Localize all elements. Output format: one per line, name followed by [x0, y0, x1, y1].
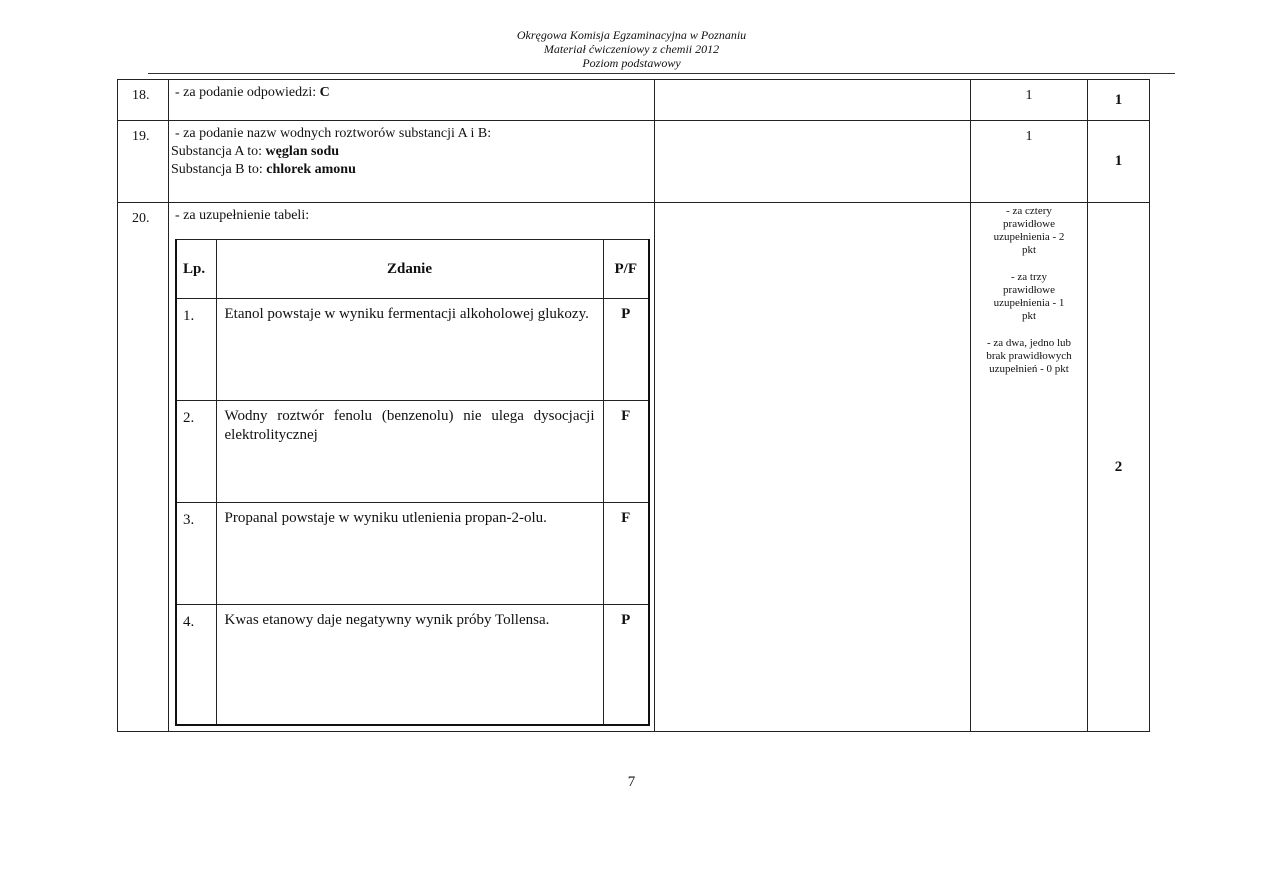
substance-a-answer: węglan sodu [265, 144, 340, 159]
criterion-item: - za dwa, jedno lub brak prawidłowych uzupełnień - 0 pkt [986, 337, 1072, 375]
page-number: 7 [627, 774, 636, 790]
row-number: 4. [176, 605, 216, 725]
task-max-points: 2 [1088, 203, 1150, 732]
task-number: 20. [118, 203, 169, 732]
task-description-text: - za podanie odpowiedzi: [175, 85, 320, 100]
task-row-19 [118, 121, 1150, 203]
task-answer: C [319, 85, 330, 100]
statement: Wodny roztwór fenolu (benzenolu) nie ulega dysocjacji elektrolitycznej [216, 401, 603, 503]
substance-b-answer: chlorek amonu [266, 162, 356, 177]
column-header-zdanie: Zdanie [216, 240, 603, 299]
true-false-table [175, 239, 650, 726]
task-points: 1 [971, 121, 1088, 203]
header-line-3: Poziom podstawowy [582, 56, 681, 70]
statement: Etanol powstaje w wyniku fermentacji alkoholowej glukozy. [216, 299, 603, 401]
task-number: 18. [118, 80, 169, 121]
true-false-answer: P [603, 605, 649, 725]
task-max-points: 1 [1088, 80, 1150, 121]
task-description [169, 80, 655, 121]
task-description-text: - za uzupełnienie tabeli: [175, 208, 310, 223]
table-row [176, 605, 649, 725]
column-header-pf: P/F [603, 240, 649, 299]
notes-cell [655, 121, 971, 203]
true-false-header-row [176, 240, 649, 299]
page-header [0, 28, 1263, 70]
header-line-2: Materiał ćwiczeniowy z chemii 2012 [543, 42, 720, 56]
task-description [169, 203, 655, 732]
task-description-text: - za podanie nazw wodnych roztworów substancji A i B: [175, 126, 492, 141]
true-false-answer: F [603, 503, 649, 605]
statement: Kwas etanowy daje negatywny wynik próby Tollensa. [216, 605, 603, 725]
statement: Propanal powstaje w wyniku utlenienia propan-2-olu. [216, 503, 603, 605]
task-number: 19. [118, 121, 169, 203]
row-number: 2. [176, 401, 216, 503]
criterion-item: - za cztery prawidłowe uzupełnienia - 2 pkt [993, 205, 1065, 256]
task-max-points: 1 [1088, 121, 1150, 203]
true-false-answer: P [603, 299, 649, 401]
column-header-lp: Lp. [176, 240, 216, 299]
table-row [176, 503, 649, 605]
task-row-20 [118, 203, 1150, 732]
criterion-item: - za trzy prawidłowe uzupełnienia - 1 pkt [993, 271, 1065, 322]
header-divider [148, 73, 1175, 74]
table-row [176, 299, 649, 401]
notes-cell [655, 80, 971, 121]
task-description [169, 121, 655, 203]
table-row [176, 401, 649, 503]
row-number: 3. [176, 503, 216, 605]
true-false-answer: F [603, 401, 649, 503]
scoring-criteria [971, 203, 1088, 732]
row-number: 1. [176, 299, 216, 401]
scoring-table [117, 79, 1150, 732]
task-points: 1 [971, 80, 1088, 121]
notes-cell [655, 203, 971, 732]
task-row-18 [118, 80, 1150, 121]
substance-a-label: Substancja A to: [171, 144, 266, 159]
substance-b-label: Substancja B to: [171, 162, 267, 177]
header-line-1: Okręgowa Komisja Egzaminacyjna w Poznaniu [516, 28, 747, 42]
